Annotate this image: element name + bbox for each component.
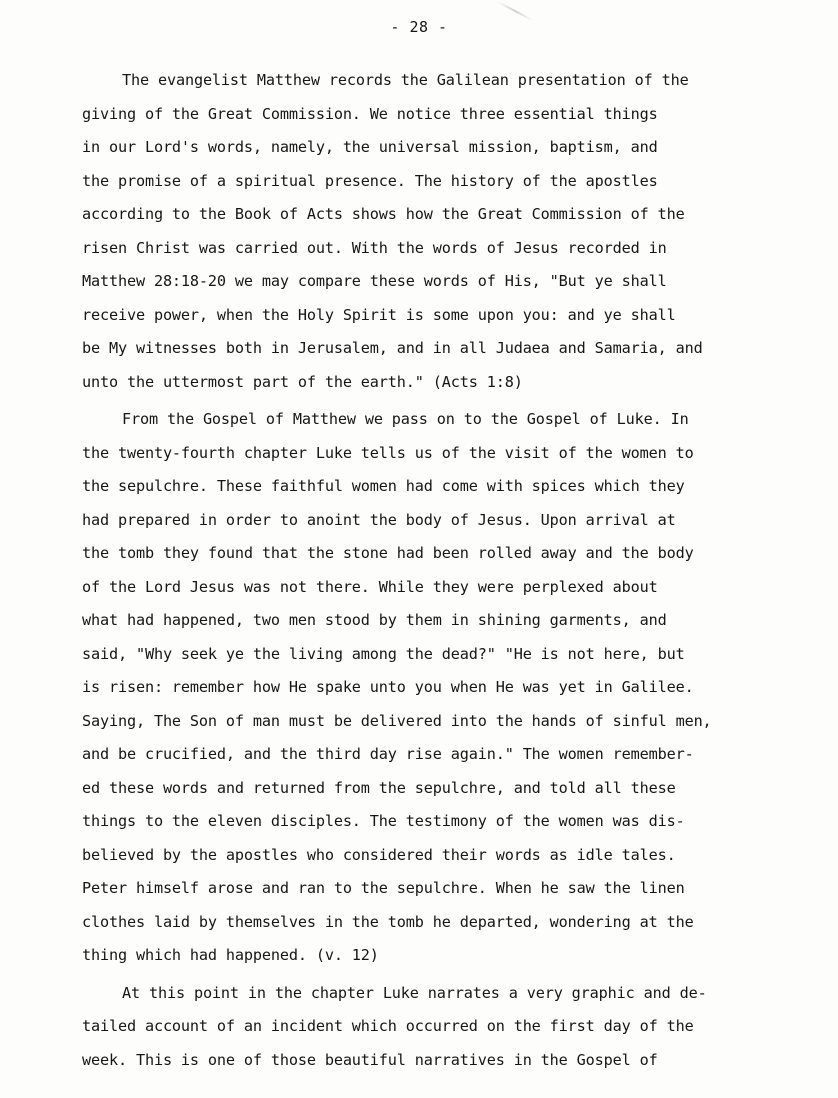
text-line: From the Gospel of Matthew we pass on to the Gospel of Luke. In: [122, 410, 689, 428]
text-line: what had happened, two men stood by them in shining garments, and: [82, 611, 667, 629]
paragraph: [82, 64, 782, 399]
text-line: At this point in the chapter Luke narrates a very graphic and de-: [122, 983, 707, 1002]
text-line: said, "Why seek ye the living among the dead?" "He is not here, but: [82, 644, 685, 663]
text-line: believed by the apostles who considered their words as idle tales.: [82, 845, 676, 864]
paragraph: [82, 403, 782, 973]
text-line: and be crucified, and the third day rise again." The women remember-: [82, 745, 694, 763]
text-line: clothes laid by themselves in the tomb he departed, wondering at the: [82, 912, 694, 931]
text-line: things to the eleven disciples. The testimony of the women was dis-: [82, 812, 685, 830]
text-line: Peter himself arose and ran to the sepulchre. When he saw the linen: [82, 879, 685, 897]
text-line: risen Christ was carried out. With the words of Jesus recorded in: [82, 238, 667, 257]
text-line: week. This is one of those beautiful narratives in the Gospel of: [82, 1050, 658, 1069]
text-line: giving of the Great Commission. We notice three essential things: [82, 104, 658, 123]
text-line: unto the uttermost part of the earth." (Acts 1:8): [82, 372, 523, 391]
text-line: had prepared in order to anoint the body of Jesus. Upon arrival at: [82, 510, 676, 529]
text-line: receive power, when the Holy Spirit is some upon you: and ye shall: [82, 305, 676, 324]
text-line: according to the Book of Acts shows how the Great Commission of the: [82, 205, 685, 223]
page-number: - 28 -: [390, 18, 448, 36]
text-line: the promise of a spiritual presence. The history of the apostles: [82, 171, 658, 190]
text-line: Matthew 28:18-20 we may compare these words of His, "But ye shall: [82, 272, 667, 290]
text-line: the twenty-fourth chapter Luke tells us of the visit of the women to: [82, 443, 694, 462]
text-line: tailed account of an incident which occurred on the first day of the: [82, 1017, 694, 1035]
text-line: in our Lord's words, namely, the universal mission, baptism, and: [82, 138, 658, 156]
text-line: ed these words and returned from the sepulchre, and told all these: [82, 778, 676, 797]
text-line: is risen: remember how He spake unto you when He was yet in Galilee.: [82, 678, 694, 696]
paragraph: [82, 977, 782, 1078]
text-line: thing which had happened. (v. 12): [82, 946, 379, 964]
text-line: Saying, The Son of man must be delivered into the hands of sinful men,: [82, 711, 712, 730]
text-line: the sepulchre. These faithful women had come with spices which they: [82, 477, 685, 495]
text-line: The evangelist Matthew records the Galilean presentation of the: [122, 71, 689, 89]
text-line: be My witnesses both in Jerusalem, and in all Judaea and Samaria, and: [82, 339, 703, 357]
text-line: of the Lord Jesus was not there. While they were perplexed about: [82, 577, 658, 596]
text-line: the tomb they found that the stone had been rolled away and the body: [82, 544, 694, 562]
body-text: [82, 64, 782, 1077]
